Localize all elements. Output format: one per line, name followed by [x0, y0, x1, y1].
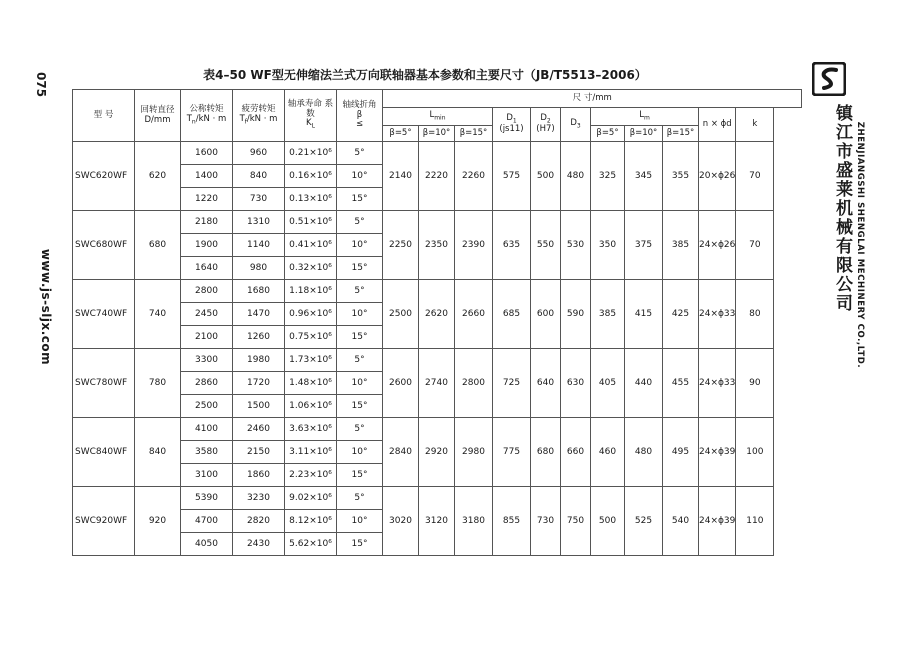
header-d3: $D_3$	[561, 108, 591, 142]
tf-cell: 1680	[233, 280, 285, 303]
table-row	[73, 142, 802, 165]
lmin-cell: 2660	[455, 280, 493, 349]
lm-cell: 345	[625, 142, 663, 211]
lmin-cell: 3180	[455, 487, 493, 556]
model-cell: SWC740WF	[73, 280, 135, 349]
header-model: 型 号	[73, 90, 135, 142]
d1-cell: 855	[493, 487, 531, 556]
kl-cell: 1.48×10⁶	[285, 372, 337, 395]
kl-cell: 0.41×10⁶	[285, 234, 337, 257]
tn-cell: 2100	[181, 326, 233, 349]
tn-cell: 3300	[181, 349, 233, 372]
table-row	[73, 349, 802, 372]
header-holes: n × ϕd	[699, 108, 736, 142]
d1-cell: 775	[493, 418, 531, 487]
kl-cell: 3.11×10⁶	[285, 441, 337, 464]
diameter-cell: 920	[135, 487, 181, 556]
lm-cell: 495	[663, 418, 699, 487]
tf-cell: 1720	[233, 372, 285, 395]
beta-cell: 5°	[337, 418, 383, 441]
kl-cell: 1.06×10⁶	[285, 395, 337, 418]
lm-cell: 405	[591, 349, 625, 418]
header-k: k	[736, 108, 774, 142]
diameter-cell: 620	[135, 142, 181, 211]
lmin-cell: 2920	[419, 418, 455, 487]
diameter-cell: 740	[135, 280, 181, 349]
header-lm: $L_m$	[591, 108, 699, 126]
model-cell: SWC620WF	[73, 142, 135, 211]
tn-cell: 1640	[181, 257, 233, 280]
lmin-cell: 2980	[455, 418, 493, 487]
tn-cell: 3100	[181, 464, 233, 487]
holes-cell: 24×ϕ33	[699, 349, 736, 418]
d1-cell: 725	[493, 349, 531, 418]
company-logo-icon	[812, 62, 846, 96]
model-cell: SWC680WF	[73, 211, 135, 280]
header-bearing-life: 轴承寿命 系数 $K_L$	[285, 90, 337, 142]
tn-cell: 4100	[181, 418, 233, 441]
kl-cell: 3.63×10⁶	[285, 418, 337, 441]
kl-cell: 1.18×10⁶	[285, 280, 337, 303]
tf-cell: 840	[233, 165, 285, 188]
lmin-cell: 3120	[419, 487, 455, 556]
lm-cell: 425	[663, 280, 699, 349]
kl-cell: 0.75×10⁶	[285, 326, 337, 349]
d1-cell: 575	[493, 142, 531, 211]
d2-cell: 680	[531, 418, 561, 487]
kl-cell: 0.96×10⁶	[285, 303, 337, 326]
beta-cell: 10°	[337, 303, 383, 326]
tf-cell: 1980	[233, 349, 285, 372]
lm-cell: 440	[625, 349, 663, 418]
kl-cell: 0.21×10⁶	[285, 142, 337, 165]
beta-cell: 10°	[337, 234, 383, 257]
beta-cell: 5°	[337, 349, 383, 372]
lm-cell: 540	[663, 487, 699, 556]
beta-cell: 10°	[337, 165, 383, 188]
tn-cell: 1220	[181, 188, 233, 211]
tf-cell: 2820	[233, 510, 285, 533]
d2-cell: 600	[531, 280, 561, 349]
k-cell: 80	[736, 280, 774, 349]
tn-cell: 4050	[181, 533, 233, 556]
header-lm-beta10: β=10°	[625, 126, 663, 142]
lm-cell: 525	[625, 487, 663, 556]
kl-cell: 5.62×10⁶	[285, 533, 337, 556]
beta-cell: 15°	[337, 188, 383, 211]
tn-cell: 4700	[181, 510, 233, 533]
d2-cell: 500	[531, 142, 561, 211]
d1-cell: 685	[493, 280, 531, 349]
header-lm-beta15: β=15°	[663, 126, 699, 142]
header-lmin: $L_{min}$	[383, 108, 493, 126]
tf-cell: 980	[233, 257, 285, 280]
holes-cell: 20×ϕ26	[699, 142, 736, 211]
lm-cell: 325	[591, 142, 625, 211]
beta-cell: 10°	[337, 372, 383, 395]
holes-cell: 24×ϕ39	[699, 487, 736, 556]
holes-cell: 24×ϕ26	[699, 211, 736, 280]
k-cell: 110	[736, 487, 774, 556]
d1-cell: 635	[493, 211, 531, 280]
lmin-cell: 2620	[419, 280, 455, 349]
lm-cell: 455	[663, 349, 699, 418]
lm-cell: 355	[663, 142, 699, 211]
k-cell: 100	[736, 418, 774, 487]
k-cell: 70	[736, 142, 774, 211]
kl-cell: 8.12×10⁶	[285, 510, 337, 533]
header-lmin-beta10: β=10°	[419, 126, 455, 142]
lmin-cell: 2740	[419, 349, 455, 418]
header-d1: $D_1$ (js11)	[493, 108, 531, 142]
beta-cell: 15°	[337, 395, 383, 418]
kl-cell: 2.23×10⁶	[285, 464, 337, 487]
header-fatigue-torque: 疲劳转矩 $T_f/kN \cdot m$	[233, 90, 285, 142]
kl-cell: 1.73×10⁶	[285, 349, 337, 372]
lm-cell: 460	[591, 418, 625, 487]
tf-cell: 3230	[233, 487, 285, 510]
lmin-cell: 2500	[383, 280, 419, 349]
k-cell: 90	[736, 349, 774, 418]
beta-cell: 5°	[337, 211, 383, 234]
header-d2: $D_2$ (H7)	[531, 108, 561, 142]
header-dimensions: 尺 寸/mm	[383, 90, 802, 108]
holes-cell: 24×ϕ33	[699, 280, 736, 349]
model-cell: SWC840WF	[73, 418, 135, 487]
lmin-cell: 2800	[455, 349, 493, 418]
lmin-cell: 2250	[383, 211, 419, 280]
diameter-cell: 840	[135, 418, 181, 487]
lmin-cell: 2140	[383, 142, 419, 211]
d3-cell: 530	[561, 211, 591, 280]
header-lm-beta5: β=5°	[591, 126, 625, 142]
lm-cell: 375	[625, 211, 663, 280]
table-row	[73, 418, 802, 441]
tf-cell: 1140	[233, 234, 285, 257]
d2-cell: 730	[531, 487, 561, 556]
tn-cell: 1600	[181, 142, 233, 165]
tf-cell: 1260	[233, 326, 285, 349]
lmin-cell: 2260	[455, 142, 493, 211]
lm-cell: 500	[591, 487, 625, 556]
table-row	[73, 487, 802, 510]
beta-cell: 5°	[337, 142, 383, 165]
beta-cell: 5°	[337, 487, 383, 510]
tn-cell: 3580	[181, 441, 233, 464]
tf-cell: 2150	[233, 441, 285, 464]
lmin-cell: 2600	[383, 349, 419, 418]
d2-cell: 550	[531, 211, 561, 280]
kl-cell: 0.32×10⁶	[285, 257, 337, 280]
spec-table	[72, 89, 802, 556]
tf-cell: 1860	[233, 464, 285, 487]
beta-cell: 15°	[337, 326, 383, 349]
model-cell: SWC920WF	[73, 487, 135, 556]
page-number: 075	[34, 72, 48, 98]
lmin-cell: 2840	[383, 418, 419, 487]
company-name-cn: 镇江市盛莱机械有限公司	[832, 104, 852, 313]
beta-cell: 15°	[337, 533, 383, 556]
d3-cell: 750	[561, 487, 591, 556]
company-name-en: ZHENJIANGSHI SHENGLAI MECHINERY CO.,LTD.	[855, 121, 865, 369]
lm-cell: 385	[591, 280, 625, 349]
tf-cell: 2430	[233, 533, 285, 556]
tn-cell: 2450	[181, 303, 233, 326]
lmin-cell: 3020	[383, 487, 419, 556]
tn-cell: 1400	[181, 165, 233, 188]
lm-cell: 385	[663, 211, 699, 280]
beta-cell: 5°	[337, 280, 383, 303]
tf-cell: 960	[233, 142, 285, 165]
table-row	[73, 280, 802, 303]
tf-cell: 2460	[233, 418, 285, 441]
beta-cell: 15°	[337, 464, 383, 487]
header-nominal-torque: 公称转矩 $T_n/kN \cdot m$	[181, 90, 233, 142]
holes-cell: 24×ϕ39	[699, 418, 736, 487]
d3-cell: 480	[561, 142, 591, 211]
lmin-cell: 2350	[419, 211, 455, 280]
kl-cell: 0.16×10⁶	[285, 165, 337, 188]
tn-cell: 2800	[181, 280, 233, 303]
beta-cell: 15°	[337, 257, 383, 280]
diameter-cell: 780	[135, 349, 181, 418]
table-title: 表4–50 WF型无伸缩法兰式万向联轴器基本参数和主要尺寸（JB/T5513–2006）	[203, 68, 647, 82]
kl-cell: 0.13×10⁶	[285, 188, 337, 211]
table-row	[73, 211, 802, 234]
header-rotation-diameter: 回转直径 D/mm	[135, 90, 181, 142]
kl-cell: 0.51×10⁶	[285, 211, 337, 234]
website-url: www.js-sljx.com	[39, 248, 53, 366]
header-axis-angle: 轴线折角 β ≤	[337, 90, 383, 142]
tn-cell: 1900	[181, 234, 233, 257]
d3-cell: 630	[561, 349, 591, 418]
lm-cell: 415	[625, 280, 663, 349]
tf-cell: 1500	[233, 395, 285, 418]
kl-cell: 9.02×10⁶	[285, 487, 337, 510]
beta-cell: 10°	[337, 441, 383, 464]
d2-cell: 640	[531, 349, 561, 418]
lm-cell: 480	[625, 418, 663, 487]
tn-cell: 2500	[181, 395, 233, 418]
tn-cell: 2180	[181, 211, 233, 234]
model-cell: SWC780WF	[73, 349, 135, 418]
header-lmin-beta5: β=5°	[383, 126, 419, 142]
tf-cell: 1470	[233, 303, 285, 326]
header-lmin-beta15: β=15°	[455, 126, 493, 142]
tn-cell: 2860	[181, 372, 233, 395]
lm-cell: 350	[591, 211, 625, 280]
tf-cell: 1310	[233, 211, 285, 234]
d3-cell: 660	[561, 418, 591, 487]
tn-cell: 5390	[181, 487, 233, 510]
tf-cell: 730	[233, 188, 285, 211]
lmin-cell: 2390	[455, 211, 493, 280]
lmin-cell: 2220	[419, 142, 455, 211]
beta-cell: 10°	[337, 510, 383, 533]
d3-cell: 590	[561, 280, 591, 349]
k-cell: 70	[736, 211, 774, 280]
diameter-cell: 680	[135, 211, 181, 280]
